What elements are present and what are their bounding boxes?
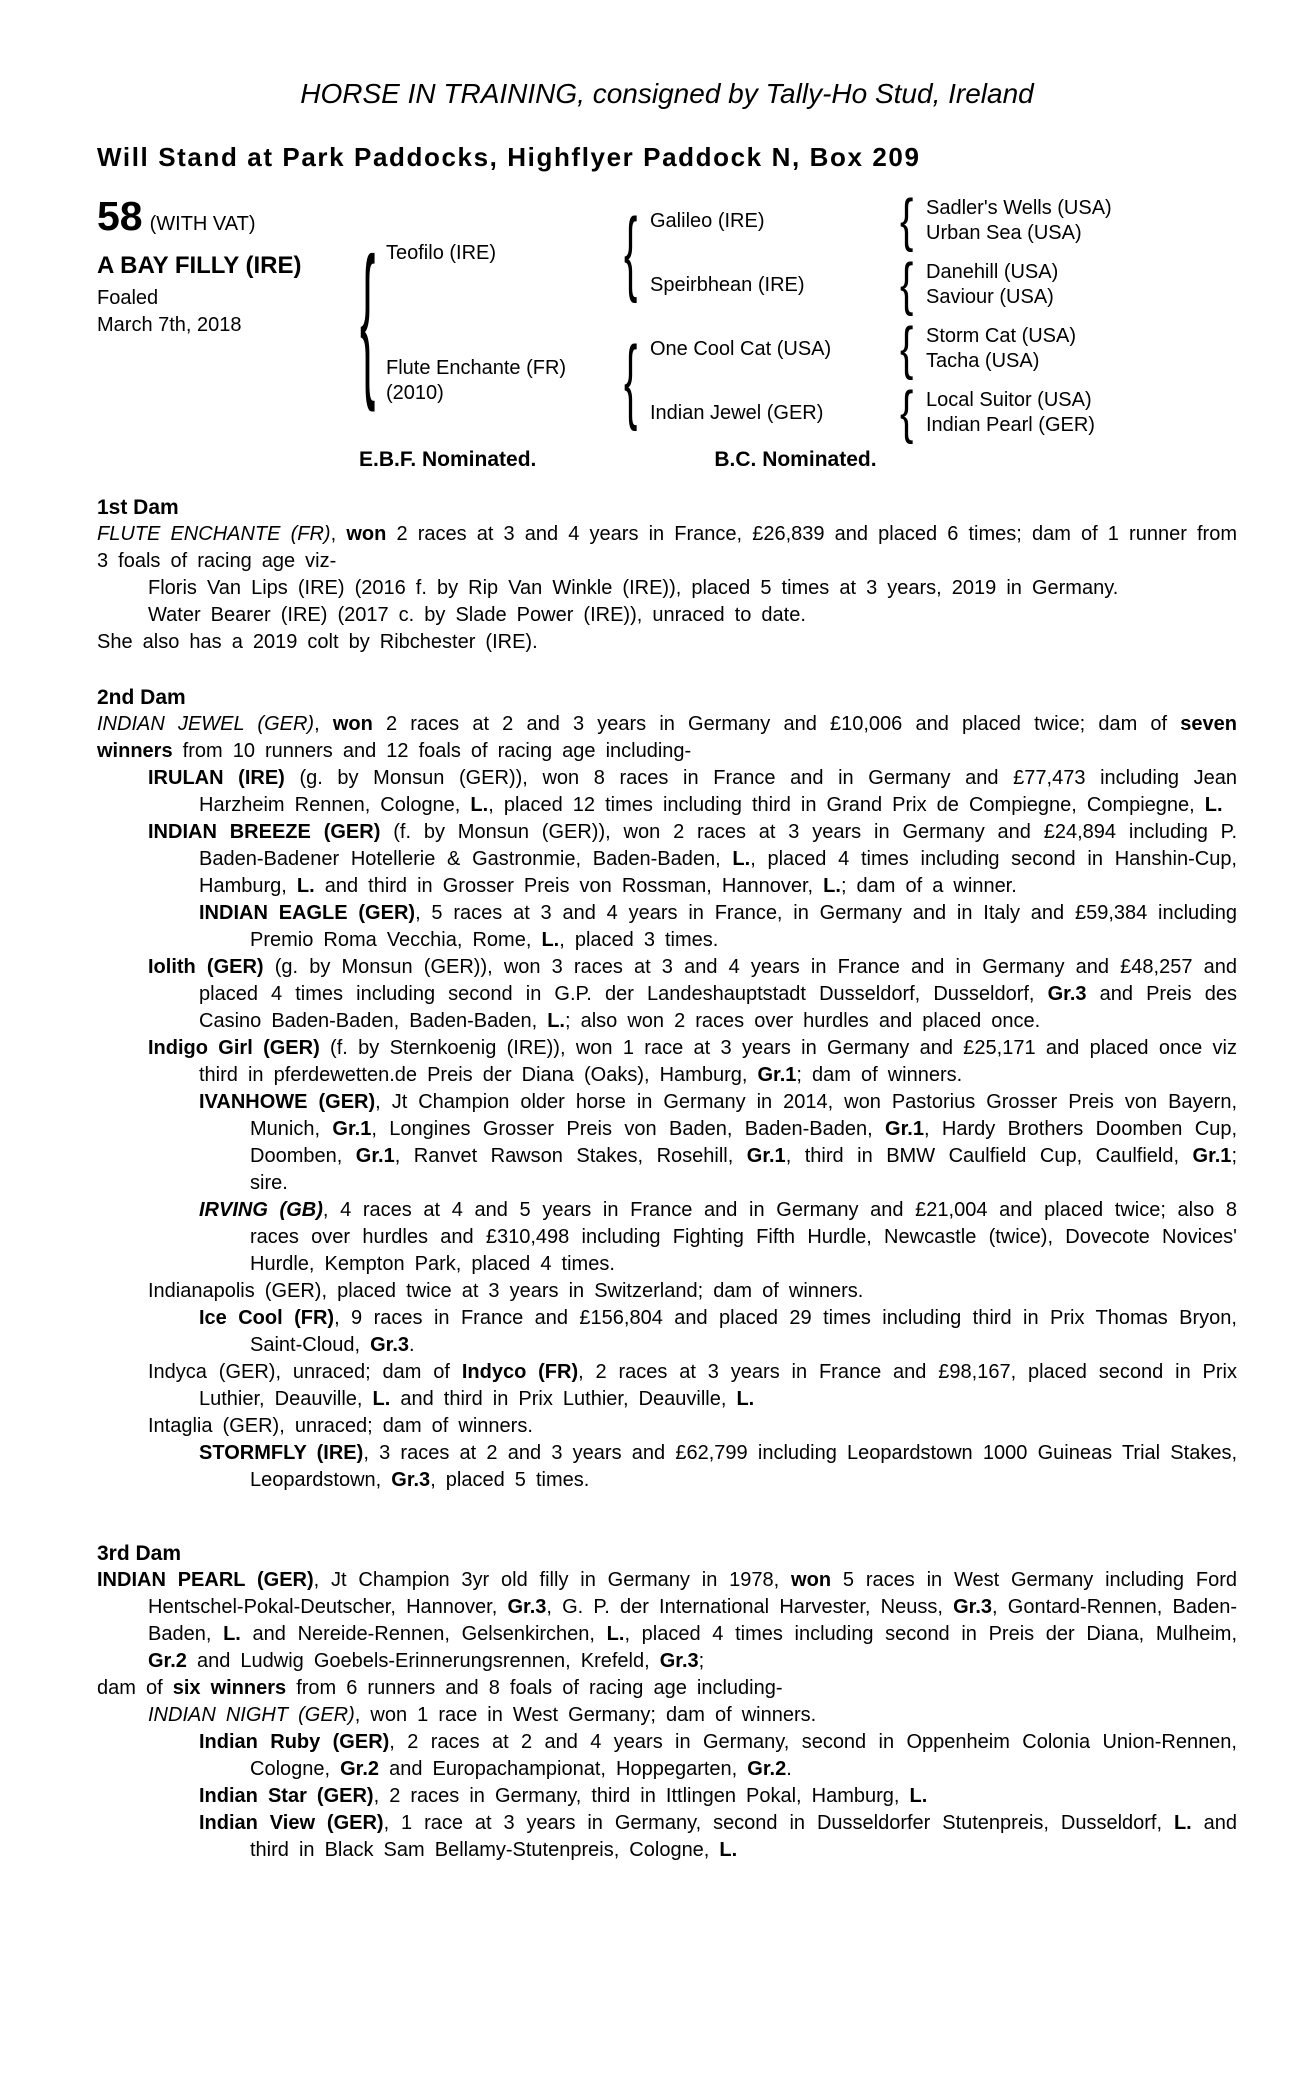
great-grandparent-name: Tacha (USA) [926, 350, 1040, 372]
text-segment: , G. P. der International Harvester, Neuss, [546, 1596, 954, 1618]
text-segment: , 2 races in Germany, third in Ittlingen Pokal, Hamburg, [373, 1785, 910, 1807]
dam-name-text: Flute Enchante (FR) [386, 357, 567, 379]
text-segment: L. [470, 794, 489, 816]
text-segment: Gr.1 [355, 1145, 395, 1167]
text-segment: and third in Grosser Preis von Rossman, Hannover, [314, 875, 824, 897]
grandparent-unit [650, 189, 1237, 253]
text-segment: , placed 4 times including second in Hanshin-Cup, Hamburg, [199, 848, 1237, 897]
text-segment: Indyca (GER), unraced; dam of [148, 1361, 462, 1383]
text-segment: IRVING (GB) [199, 1199, 323, 1221]
bc-nominated: B.C. Nominated. [714, 448, 877, 471]
sire-block [386, 189, 1237, 317]
horse-name: A BAY FILLY (IRE) [97, 252, 302, 279]
text-segment: (g. by Monsun (GER)), won 8 races in France and in Germany and £77,473 including Jean Harzheim Rennen, Cologne, [199, 767, 1238, 816]
section-3rd-dam [97, 1540, 1237, 1864]
catalogue-paragraph [97, 819, 1237, 900]
catalogue-paragraph [97, 711, 1237, 765]
section-1st-dam [97, 494, 1237, 656]
text-segment: Gr.3 [953, 1596, 993, 1618]
pedigree-brace-small-icon: { [900, 253, 914, 317]
catalogue-paragraph [97, 765, 1237, 819]
granddam-name: Indian Jewel (GER) [650, 401, 824, 424]
catalogue-paragraph [97, 1197, 1237, 1278]
text-segment: L. [909, 1785, 928, 1807]
catalogue-paragraph [97, 1702, 1237, 1729]
text-segment: Intaglia (GER), unraced; dam of winners. [148, 1415, 533, 1437]
granddam-name: Speirbhean (IRE) [650, 273, 805, 296]
text-segment: Gr.2 [148, 1650, 187, 1672]
text-segment: Indianapolis (GER), placed twice at 3 years in Switzerland; dam of winners. [148, 1280, 864, 1302]
dam-section-body [97, 711, 1237, 1494]
text-segment: L. [823, 875, 841, 897]
text-segment: , 5 races at 3 and 4 years in France, in Germany and in Italy and £59,384 including Premio Roma Vecchia, Rome, [250, 902, 1237, 951]
catalogue-paragraph [97, 1729, 1237, 1783]
text-segment: L. [736, 1388, 755, 1410]
text-segment: , 3 races at 2 and 3 years and £62,799 including Leopardstown 1000 Guineas Trial Stakes, Leopardstown, [250, 1442, 1237, 1491]
text-segment: and Ludwig Goebels-Erinnerungsrennen, Krefeld, [186, 1650, 660, 1672]
dam-section-heading: 3rd Dam [97, 1542, 182, 1565]
text-segment: ; dam of winners. [796, 1064, 963, 1086]
catalogue-paragraph [97, 602, 1237, 629]
text-segment: Floris Van Lips (IRE) (2016 f. by Rip Van Winkle (IRE)), placed 5 times at 3 years, 2019 in Germany. [148, 577, 1119, 599]
text-segment: ; [698, 1650, 705, 1672]
text-segment: , placed 5 times. [430, 1469, 590, 1491]
grandsire-name: One Cool Cat (USA) [650, 337, 832, 360]
text-segment: Gr.2 [340, 1758, 380, 1780]
text-segment: L. [541, 929, 560, 951]
great-grandparents [926, 324, 1237, 374]
text-segment: FLUTE ENCHANTE (FR) [97, 523, 331, 545]
grandsire-name: Galileo (IRE) [650, 209, 765, 232]
text-segment: Gr.1 [1192, 1145, 1232, 1167]
ebf-nominated: E.B.F. Nominated. [359, 448, 537, 471]
great-grandparent-name: Saviour (USA) [926, 286, 1054, 308]
nomination-line [97, 448, 1237, 472]
dam-year: (2010) [386, 382, 444, 404]
text-segment: INDIAN NIGHT (GER) [148, 1704, 355, 1726]
great-grandparent-name: Urban Sea (USA) [926, 222, 1082, 244]
great-grandparent-name: Local Suitor (USA) [926, 389, 1092, 411]
grandparent-unit [650, 381, 1237, 445]
catalogue-paragraph [97, 1413, 1237, 1440]
text-segment: dam of [97, 1677, 173, 1699]
text-segment: , Longines Grosser Preis von Baden, Baden-Baden, [371, 1118, 886, 1140]
text-segment: IRULAN (IRE) [148, 767, 285, 789]
pedigree-table [97, 189, 1237, 445]
lot-row [97, 193, 360, 239]
catalogue-paragraph [97, 575, 1237, 602]
text-segment: Ice Cool (FR) [199, 1307, 335, 1329]
text-segment: L. [732, 848, 751, 870]
text-segment: Indian View (GER) [199, 1812, 384, 1834]
dam-block [386, 317, 1237, 445]
catalogue-paragraph [97, 521, 1237, 575]
dam-sections [97, 494, 1237, 1864]
text-segment: Gr.3 [391, 1469, 431, 1491]
text-segment: L. [719, 1839, 738, 1861]
text-segment: 5 races in West Germany including Ford Hentschel-Pokal-Deutscher, Hannover, [148, 1569, 1237, 1618]
catalogue-paragraph [97, 1783, 1237, 1810]
text-segment: 2 races at 2 and 3 years in Germany and £10,006 and placed twice; dam of [372, 713, 1181, 735]
text-segment: (f. by Monsun (GER)), won 2 races at 3 years in Germany and £24,894 including P. Baden-Badener Hotellerie & Gastronmie, Baden-Baden, [199, 821, 1237, 870]
section-2nd-dam [97, 684, 1237, 1494]
text-segment: (f. by Sternkoenig (IRE)), won 1 race at 3 years in Germany and £25,171 and placed once viz third in pferdewetten.de Preis der Diana (Oaks), Hamburg, [199, 1037, 1237, 1086]
catalogue-paragraph [97, 1035, 1237, 1089]
text-segment: Indyco (FR) [461, 1361, 579, 1383]
text-segment: and Europachampionat, Hoppegarten, [379, 1758, 748, 1780]
text-segment: L. [606, 1623, 625, 1645]
text-segment: , placed 4 times including second in Preis der Diana, Mulheim, [624, 1623, 1238, 1645]
text-segment: ; also won 2 races over hurdles and placed once. [564, 1010, 1041, 1032]
text-segment: , placed 3 times. [559, 929, 719, 951]
pedigree-brace-dam-icon: { [624, 329, 638, 433]
text-segment: and third in Prix Luthier, Deauville, [390, 1388, 737, 1410]
great-grandparent-name: Storm Cat (USA) [926, 325, 1077, 347]
dam-grandparents [650, 317, 1237, 445]
text-segment: , 1 race at 3 years in Germany, second in Dusseldorfer Stutenpreis, Dusseldorf, [383, 1812, 1174, 1834]
great-grandparent-name: Sadler's Wells (USA) [926, 197, 1112, 219]
catalogue-paragraph [97, 1810, 1237, 1864]
catalogue-paragraph [97, 900, 1237, 954]
text-segment: Indian Ruby (GER) [199, 1731, 390, 1753]
text-segment: , [314, 713, 333, 735]
text-segment: L. [223, 1623, 241, 1645]
text-segment: , Jt Champion 3yr old filly in Germany in 1978, [313, 1569, 792, 1591]
text-segment: , 4 races at 4 and 5 years in France and in Germany and £21,004 and placed twice; also 8 races over hurdles and £310,498 including Fighting Fifth Hurdle, Newcastle (twice), Dovecote Novices' Hurdle, Kempton Park, placed 4 times. [250, 1199, 1237, 1275]
text-segment: She also has a 2019 colt by Ribchester (IRE). [97, 631, 538, 653]
text-segment: Gr.1 [332, 1118, 372, 1140]
text-segment: STORMFLY (IRE) [199, 1442, 364, 1464]
text-segment: from 6 runners and 8 foals of racing age including- [286, 1677, 783, 1699]
text-segment: 2 races at 3 and 4 years in France, £26,839 and placed 6 times; dam of 1 runner from 3 foals of racing age viz- [97, 523, 1238, 572]
text-segment: INDIAN EAGLE (GER) [199, 902, 416, 924]
text-segment: L. [547, 1010, 565, 1032]
dam-name [386, 356, 624, 406]
text-segment: , third in BMW Caulfield Cup, Caulfield, [785, 1145, 1193, 1167]
text-segment: six winners [172, 1677, 287, 1699]
sire-grandparents [650, 189, 1237, 317]
pedigree-brace-sire-icon: { [624, 201, 638, 305]
great-grandparents [926, 388, 1237, 438]
text-segment: IVANHOWE (GER) [199, 1091, 376, 1113]
dam-section-body [97, 521, 1237, 656]
pedigree-brace-small-icon: { [900, 381, 914, 445]
catalogue-paragraph [97, 1089, 1237, 1197]
text-segment: L. [296, 875, 315, 897]
vat-note: (WITH VAT) [149, 213, 256, 235]
text-segment: (g. by Monsun (GER)), won 3 races at 3 and 4 years in France and in Germany and £48,257 and placed 4 times including second in G.P. der Landeshauptstadt Dusseldorf, Dusseldorf, [199, 956, 1237, 1005]
text-segment: won [346, 523, 387, 545]
catalogue-paragraph [97, 1278, 1237, 1305]
pedigree-generations [386, 189, 1237, 445]
text-segment: ; sire. [250, 1145, 1237, 1194]
catalogue-paragraph [97, 1567, 1237, 1675]
text-segment: . [786, 1758, 792, 1780]
text-segment: , won 1 race in West Germany; dam of winners. [354, 1704, 817, 1726]
stand-location-line: Will Stand at Park Paddocks, Highflyer Paddock N, Box 209 [97, 142, 921, 172]
text-segment: L. [372, 1388, 391, 1410]
catalogue-page [0, 78, 1314, 2078]
text-segment: , [330, 523, 347, 545]
pedigree-brace-small-icon: { [900, 317, 914, 381]
text-segment: and third in Black Sam Bellamy-Stutenpreis, Cologne, [250, 1812, 1237, 1861]
catalogue-paragraph [97, 1305, 1237, 1359]
text-segment: , placed 12 times including third in Grand Prix de Compiegne, Compiegne, [488, 794, 1205, 816]
pedigree-brace-main-icon: { [360, 220, 376, 414]
text-segment: INDIAN PEARL (GER) [97, 1569, 314, 1591]
foaled-label: Foaled [97, 287, 159, 309]
text-segment: Gr.3 [659, 1650, 699, 1672]
text-segment: won [332, 713, 373, 735]
text-segment: Gr.2 [747, 1758, 787, 1780]
catalogue-paragraph [97, 629, 1237, 656]
text-segment: . [409, 1334, 415, 1356]
pedigree-brace-small-icon: { [900, 189, 914, 253]
text-segment: and Preis des Casino Baden-Baden, Baden-Baden, [199, 983, 1237, 1032]
text-segment: Iolith (GER) [148, 956, 264, 978]
text-segment: won [791, 1569, 832, 1591]
catalogue-paragraph [97, 1359, 1237, 1413]
text-segment: Water Bearer (IRE) (2017 c. by Slade Power (IRE)), unraced to date. [148, 604, 806, 626]
text-segment: , 2 races at 3 years in France and £98,167, placed second in Prix Luthier, Deauville, [199, 1361, 1237, 1410]
page-title: HORSE IN TRAINING, consigned by Tally-Ho Stud, Ireland [300, 78, 1034, 109]
text-segment: , 2 races at 2 and 4 years in Germany, second in Oppenheim Colonia Union-Rennen, Cologne, [250, 1731, 1237, 1780]
catalogue-paragraph [97, 1440, 1237, 1494]
text-segment: Gr.3 [1047, 983, 1087, 1005]
grandparent-unit [650, 317, 1237, 381]
grandparent-unit [650, 253, 1237, 317]
text-segment: , 9 races in France and £156,804 and placed 29 times including third in Prix Thomas Bryon, Saint-Cloud, [250, 1307, 1237, 1356]
sire-name [386, 241, 624, 266]
text-segment: ; dam of a winner. [840, 875, 1017, 897]
text-segment: Gr.1 [757, 1064, 797, 1086]
text-segment: Indian Star (GER) [199, 1785, 374, 1807]
text-segment: , Gontard-Rennen, Baden-Baden, [148, 1596, 1237, 1645]
great-grandparents [926, 196, 1237, 246]
lot-info-block [97, 193, 360, 438]
sire-name-text: Teofilo (IRE) [386, 241, 497, 264]
text-segment: , Hardy Brothers Doomben Cup, Doomben, [250, 1118, 1237, 1167]
text-segment: from 10 runners and 12 foals of racing age including- [172, 740, 692, 762]
text-segment: L. [1204, 794, 1223, 816]
text-segment: and Nereide-Rennen, Gelsenkirchen, [240, 1623, 607, 1645]
text-segment: Indigo Girl (GER) [148, 1037, 320, 1059]
text-segment: , Jt Champion older horse in Germany in 2014, won Pastorius Grosser Preis von Bayern, Munich, [250, 1091, 1237, 1140]
great-grandparent-name: Indian Pearl (GER) [926, 414, 1095, 436]
text-segment: Gr.1 [885, 1118, 924, 1140]
text-segment: INDIAN BREEZE (GER) [148, 821, 381, 843]
page-content [0, 78, 1314, 1864]
dam-section-heading: 1st Dam [97, 496, 179, 519]
great-grandparents [926, 260, 1237, 310]
text-segment: L. [1173, 1812, 1192, 1834]
text-segment: INDIAN JEWEL (GER) [97, 713, 315, 735]
text-segment: Gr.3 [507, 1596, 547, 1618]
catalogue-paragraph [97, 954, 1237, 1035]
catalogue-paragraph [97, 1675, 1237, 1702]
text-segment: Gr.3 [370, 1334, 410, 1356]
dam-section-heading: 2nd Dam [97, 686, 186, 709]
foaled-date: March 7th, 2018 [97, 314, 242, 336]
text-segment: Gr.1 [746, 1145, 786, 1167]
text-segment: seven winners [97, 713, 1237, 762]
lot-number: 58 [97, 193, 143, 239]
text-segment: , Ranvet Rawson Stakes, Rosehill, [394, 1145, 747, 1167]
great-grandparent-name: Danehill (USA) [926, 261, 1059, 283]
dam-section-body [97, 1567, 1237, 1864]
